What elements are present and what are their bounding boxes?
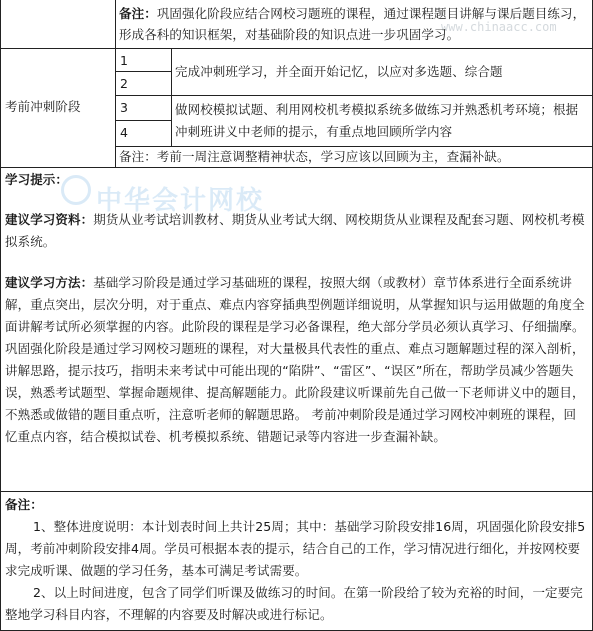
row-divider — [115, 71, 171, 72]
row-content-2: 做网校模拟试题、利用网校机考模拟系统多做练习并熟悉机考环境；根据冲刺班讲义中老师的提示，有重点地回顾所学内容 — [175, 102, 579, 139]
stage-name: 考前冲刺阶段 — [5, 99, 81, 114]
col-divider-2 — [171, 48, 172, 146]
remarks-heading: 备注： — [5, 497, 43, 512]
remarks-item-1: 1、整体进度说明：本计划表时间上共计25周；其中：基础学习阶段安排16周，巩固强化阶段安排5周，考前冲刺阶段安排4周。学员可根据本表的提示，结合自己的工作，学习情况进行细化，并按网校要求完成听课、做题的学习任务，基本可满足考试需要。 — [5, 519, 586, 578]
section-divider — [1, 491, 593, 492]
remarks-item-2: 2、以上时间进度，包含了同学们听课及做练习的时间。在第一阶段给了较为充裕的时间，一定要完整地学习科目内容，不理解的内容要及时解决或进行标记。 — [5, 585, 583, 622]
watermark-url: www.chinaacc.com — [441, 20, 557, 34]
materials-paragraph — [5, 209, 587, 253]
row-number: 1 — [120, 53, 129, 68]
row-number: 3 — [120, 100, 129, 115]
row-divider — [115, 95, 593, 96]
materials-label: 建议学习资料： — [5, 212, 94, 227]
watermark-text: 中华会计网校 — [96, 186, 265, 216]
materials-text: 期货从业考试培训教材、期货从业考试大纲、网校期货从业课程及配套习题、网校机考模拟系统。 — [5, 212, 585, 249]
method-paragraph — [5, 272, 587, 448]
row-divider — [115, 120, 171, 121]
tips-heading: 学习提示： — [5, 172, 69, 187]
row-number: 4 — [120, 125, 129, 140]
method-text: 基础学习阶段是通过学习基础班的课程，按照大纲（或教材）章节体系进行全面系统讲解，重点突出，层次分明，对于重点、难点内容穿插典型例题详细说明，从掌握知识与运用做题的角度全面讲解考试所必须掌握的内容。此阶段的课程是学习必备课程，绝大部分学员必须认真学习、仔细揣摩。 巩固强化阶段是通过学习网校习题班的课程，对大量极具代表性的重点、难点习题解题过程的深入剖析，讲解思路，提示技巧，指明未来考试中可能出现的“陷阱”、“雷区”、“误区”所在，帮助学员减少答题失误，熟悉考试题型、掌握命题规律、提高解题能力。此阶段建议听课前先自己做一下老师讲义中的题目，不熟悉或做错的题目重点听，注意听老师的解题思路。 考前冲刺阶段是通过学习网校冲刺班的课程，回忆重点内容，结合模拟试卷、机考模拟系统、错题记录等内容进一步查漏补缺。 — [5, 275, 585, 444]
row-divider — [1, 48, 593, 49]
note-巩固-cell — [119, 3, 589, 45]
note-text: 巩固强化阶段应结合网校习题班的课程，通过课程题目讲解与课后题目练习，形成各科的知识框架，对基础阶段的知识点进一步巩固学习。 — [119, 6, 586, 42]
note-label: 备注： — [119, 6, 157, 21]
col-divider-1 — [115, 0, 116, 167]
row-divider — [1, 167, 593, 168]
method-label: 建议学习方法： — [5, 275, 94, 290]
note-考前-cell: 备注：考前一周注意调整精神状态，学习应该以回顾为主，查漏补缺。 — [119, 149, 510, 164]
row-content-1: 完成冲刺班学习，并全面开始记忆，以应对多选题、综合题 — [175, 64, 503, 79]
row-number: 2 — [120, 76, 129, 91]
